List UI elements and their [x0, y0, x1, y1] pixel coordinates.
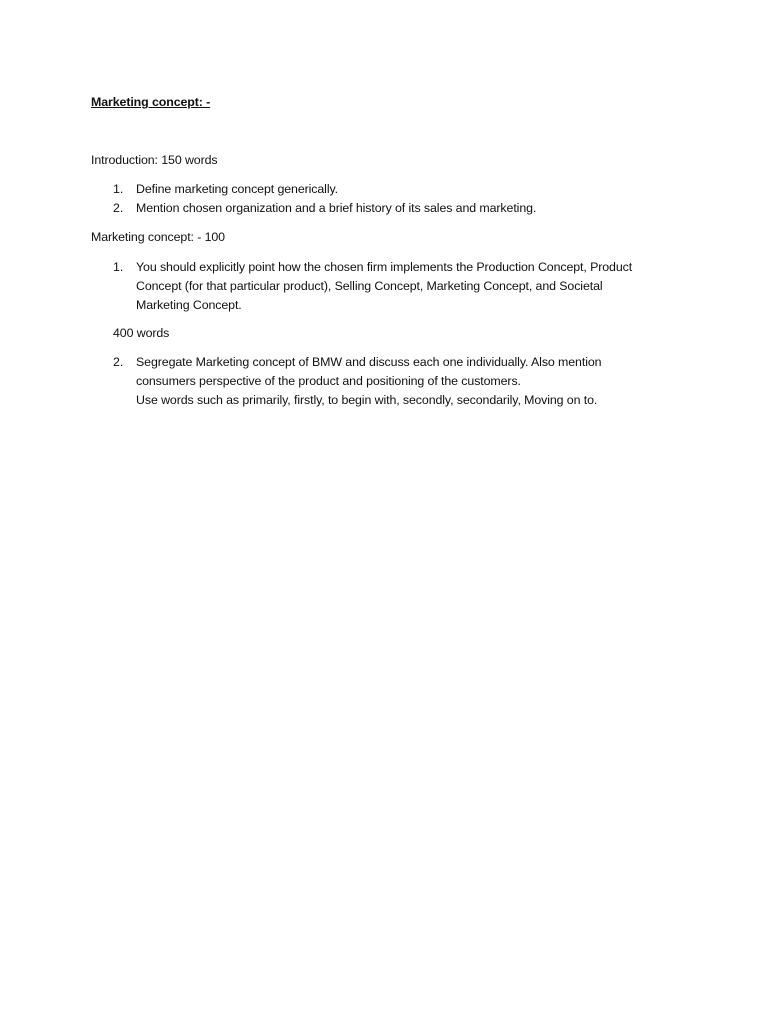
- list-item-line: Segregate Marketing concept of BMW and discuss each one individually. Also mention: [136, 355, 602, 369]
- list-item-line: You should explicitly point how the chosen firm implements the Production Concept, Product: [136, 260, 633, 274]
- section-heading: Marketing concept: - 100: [91, 230, 225, 244]
- document-title: Marketing concept: -: [91, 95, 211, 109]
- list-item-number: 2.: [113, 355, 124, 369]
- list-item-number: 1.: [113, 260, 124, 274]
- intro-heading: Introduction: 150 words: [91, 153, 218, 167]
- list-item-number: 2.: [113, 201, 124, 215]
- list-item-text: Define marketing concept generically.: [136, 182, 338, 196]
- list-item-line: Concept (for that particular product), Selling Concept, Marketing Concept, and Societal: [136, 279, 603, 293]
- list-item-line: Marketing Concept.: [136, 298, 242, 312]
- list-item-number: 1.: [113, 182, 124, 196]
- list-item-line: Use words such as primarily, firstly, to begin with, secondly, secondarily, Moving on to.: [136, 393, 598, 407]
- list-item-text: Mention chosen organization and a brief history of its sales and marketing.: [136, 201, 537, 215]
- word-count-note: 400 words: [113, 326, 170, 340]
- list-item-line: consumers perspective of the product and positioning of the customers.: [136, 374, 521, 388]
